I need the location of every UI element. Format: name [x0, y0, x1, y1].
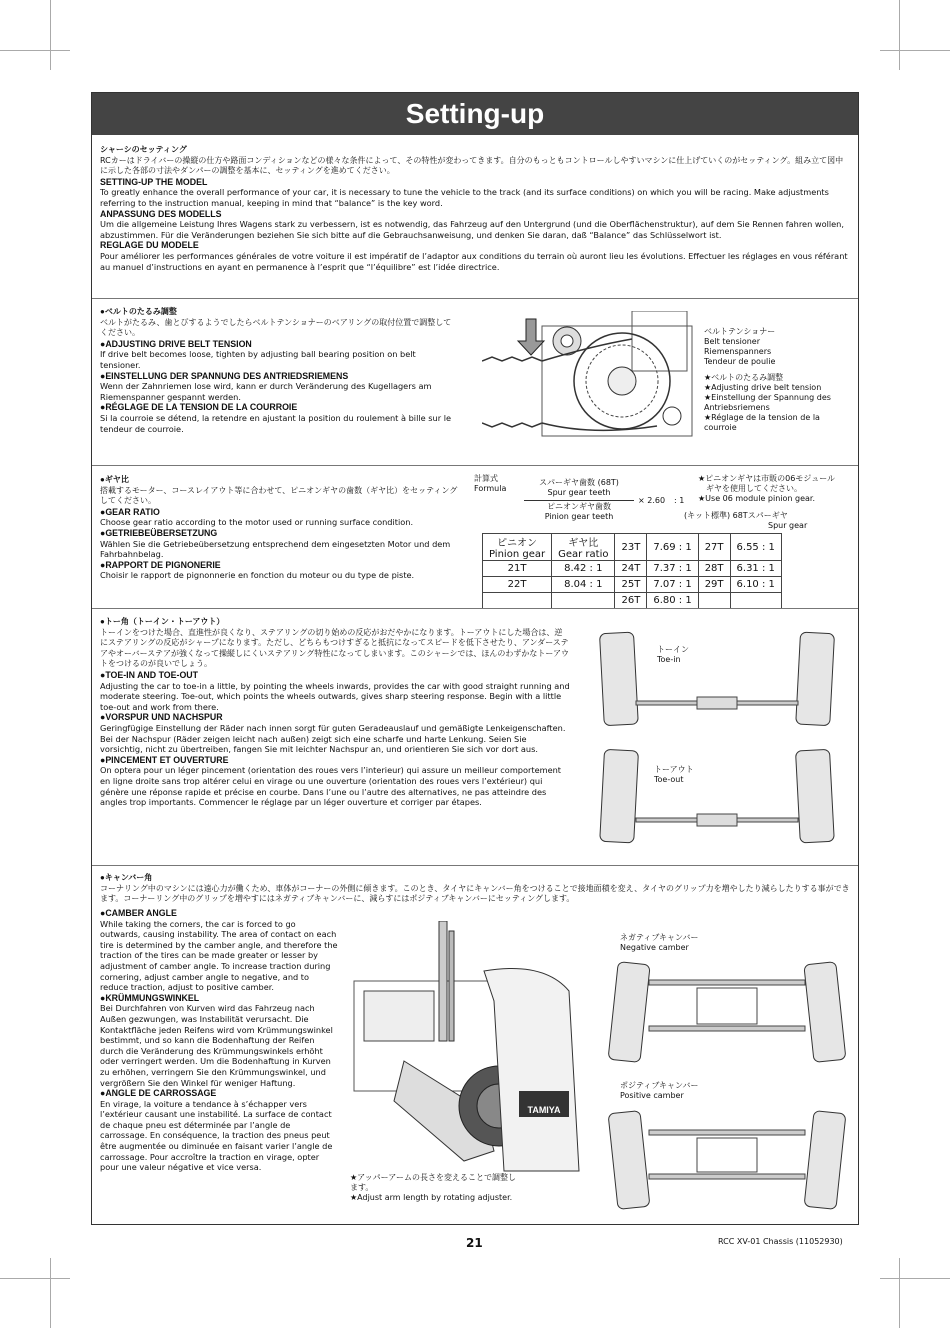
neg-en: Negative camber: [620, 943, 689, 952]
positive-camber-label: [620, 1081, 698, 1101]
camber-intro: [100, 873, 850, 905]
std-jp: (キット標準) 68Tスパーギヤ: [684, 511, 788, 520]
table-cell: [552, 593, 615, 609]
table-cell: 22T: [483, 577, 552, 593]
gear-jp-heading: ●ギヤ比: [100, 475, 129, 484]
toe-fr-heading: ●PINCEMENT ET OUVERTURE: [100, 754, 229, 765]
camber-jp-heading: ●キャンバー角: [100, 873, 153, 882]
page-frame: [91, 92, 859, 1225]
gear-en-text: Choose gear ratio according to the motor used or running surface condition.: [100, 517, 414, 528]
table-row: [483, 593, 782, 609]
camber-en-text: While taking the corners, the car is forced to go outwards, causing instability. The area of contact on each tire is determined by the camber angle, and therefore the traction of the tires can be made greater or lesser by adjustment of camber angle. To increase traction during cornering, adjust camber angle to negative, and to reduce traction, adjust to positive camber.: [100, 918, 338, 993]
table-cell: 7.69 : 1: [647, 534, 698, 561]
intro-de-text: Um die allgemeine Leistung Ihres Wagens stark zu verbessern, ist es notwendig, das Fahrzeug auf den Untergrund (und die Oberflächenstruktur), auf dem Sie Rennen fahren wollen, abzustimmen. Für die Veränderungen beziehen Sie sich bitte auf die Gebrauchsanweisung, und denken Sie daran, daß “Balance” das Schlüsselwort ist.: [100, 219, 844, 240]
toe-out-jp: トーアウト: [654, 765, 694, 774]
pos-jp: ポジティブキャンバー: [620, 1081, 699, 1090]
formula-en: Formula: [474, 484, 507, 493]
note-line: ★ベルトのたるみ調整: [704, 373, 784, 382]
note-line: ★ピニオンギヤは市販の06モジュール: [698, 474, 836, 483]
gear-de-heading: ●GETRIEBEÜBERSETZUNG: [100, 527, 218, 538]
table-row: [483, 577, 782, 593]
fraction-line: [524, 500, 634, 501]
gear-de-text: Wählen Sie die Getriebeübersetzung entsprechend dem eingesetzten Motor und dem Fahrbahnbelag.: [100, 538, 451, 560]
table-cell: [698, 593, 730, 609]
section-divider: [92, 865, 858, 866]
crop-mark: [50, 0, 51, 70]
pinion-en: Pinion gear teeth: [544, 512, 614, 521]
formula-label: [474, 474, 506, 494]
toe-jp-text: トーインをつけた場合、直進性が良くなり、ステアリングの切り始めの反応がおだやかになります。トーアウトにした場合は、逆にステアリングの反応がシャープになります。ただし、どちらもつけすぎると抵抗になってスピードを低下させたり、アンダーステアやオーバーステアが強くなって操縦しにくいステアリング特性になってしまいます。このシャーシでは、ほんのわずかなトーアウトをつけるのが良いでしょう。: [100, 627, 570, 669]
formula-numerator: [524, 478, 634, 498]
camber-de-text: Bei Durchfahren von Kurven wird das Fahrzeug nach Außen gezwungen, was Instabilität verursacht. Die Kontaktfläche jeden Reifens wird vom Krümmungswinkel bestimmt, und so kann die Bodenhaftung der Reifen durch die Veränderung des Krümmungswinkels erhöht oder verringert werden. Um die Bodenhaftung in Kurven zu erhöhen, verringern Sie den Krümmungswinkel, und vergrößern Sie den Winkel für weniger Haftung.: [100, 1003, 333, 1088]
tamiya-logo: TAMIYA: [527, 1105, 561, 1115]
belt-fr-heading: ●RÉGLAGE DE LA TENSION DE LA COURROIE: [100, 402, 298, 413]
header-ratio: ギヤ比 Gear ratio: [552, 534, 615, 561]
camber-adjuster-illustration: [344, 921, 584, 1176]
intro-section: [100, 145, 850, 272]
toe-in-label: [657, 645, 689, 665]
spur-en: Spur gear teeth: [547, 488, 611, 497]
gear-jp-text: 搭載するモーター、コースレイアウト等に合わせて、ピニオンギヤの歯数（ギヤ比）をセッティングしてください。: [100, 485, 458, 506]
toe-jp-heading: ●トー角（トーイン・トーアウト）: [100, 617, 225, 626]
table-cell: 7.07 : 1: [647, 577, 698, 593]
label-line: Riemenspanners: [704, 347, 772, 356]
gear-fr-text: Choisir le rapport de pignonnerie en fonction du moteur ou du type de piste.: [100, 570, 415, 581]
gear-note: [698, 474, 835, 504]
document-reference: RCC XV-01 Chassis (11052930): [718, 1237, 843, 1246]
crop-mark: [50, 1258, 51, 1328]
camber-de-heading: ●KRÜMMUNGSWINKEL: [100, 992, 200, 1003]
table-cell: 23T: [615, 534, 647, 561]
note-line: ★Einstellung der Spannung des: [704, 393, 831, 402]
belt-de-heading: ●EINSTELLUNG DER SPANNUNG DES ANTRIEDSRIEMENS: [100, 370, 349, 381]
note-line: ギヤを使用してください。: [706, 484, 802, 493]
toe-de-text: Geringfügige Einstellung der Räder nach innen sorgt für guten Geradeauslauf und gemäßigte Lenkeigenschaften. Bei der Nachspur (Räder zeigen leicht nach außen) zeigt sich eine scharfe und harte Lenkung. Seien Sie vorsichtig, nicht zu übertreiben, fangen Sie mit leichter Nachspur an, und orientieren Sie sich vor dort aus.: [100, 722, 566, 755]
table-cell: 8.04 : 1: [552, 577, 615, 593]
table-cell: 6.31 : 1: [730, 561, 781, 577]
belt-en-text: If drive belt becomes loose, tighten by adjusting ball bearing position on belt tensioner.: [100, 349, 416, 370]
section-divider: [92, 298, 858, 299]
table-cell: 26T: [615, 593, 647, 609]
arm-adjust-note: [350, 1173, 520, 1203]
camber-fr-heading: ●ANGLE DE CARROSSAGE: [100, 1088, 217, 1099]
arm-jp: ★アッパーアームの長さを変えることで調整します。: [350, 1173, 516, 1192]
formula-jp: 計算式: [474, 474, 498, 483]
table-cell: 7.37 : 1: [647, 561, 698, 577]
intro-fr-text: Pour améliorer les performances générales de votre voiture il est impératif de l’adaptor aux conditions du terrain où auront lieu les évolutions. Effectuer les réglages en vous référant au manuel d’instructions en ayant en permanence à l’esprit que “l’équilibre” est l’idée directrice.: [100, 250, 848, 272]
table-cell: [730, 593, 781, 609]
camber-section: [100, 908, 338, 1173]
intro-de-heading: ANPASSUNG DES MODELLS: [100, 208, 222, 219]
table-cell: 6.80 : 1: [647, 593, 698, 609]
toe-in-diagram: [597, 631, 837, 731]
crop-mark: [0, 1278, 70, 1279]
note-line: ★Use 06 module pinion gear.: [698, 494, 816, 503]
intro-jp-text: RCカーはドライバーの操縦の仕方や路面コンディションなどの様々な条件によって、その特性が変わってきます。自分のもっともコントロールしやすいマシンに仕上げていくのがセッティング。組み立て図中に示した各部の寸法やダンパーの調整を基本に、セッティングを進めてください。: [100, 155, 844, 176]
crop-mark: [880, 1278, 950, 1279]
negative-camber-diagram: [607, 958, 847, 1068]
gear-fr-heading: ●RAPPORT DE PIGNONERIE: [100, 559, 221, 570]
table-cell: 8.42 : 1: [552, 561, 615, 577]
crop-mark: [899, 1258, 900, 1328]
toe-en-text: Adjusting the car to toe-in a little, by pointing the wheels inwards, provides the car with good straight running and moderate steering. Toe-out, which points the wheels outwards, gives sharp steering response. Begin with a little toe-out and work from there.: [100, 680, 570, 712]
belt-jp-text: ベルトがたるみ、歯とびするようでしたらベルトテンショナーのベアリングの取付位置で調整してください。: [100, 317, 452, 338]
toe-de-heading: ●VORSPUR UND NACHSPUR: [100, 712, 223, 723]
table-cell: 27T: [698, 534, 730, 561]
formula-ratio: : 1: [674, 496, 685, 505]
label-line: Tendeur de poulie: [704, 357, 776, 366]
note-line: ★Adjusting drive belt tension: [704, 383, 822, 392]
table-cell: 6.10 : 1: [730, 577, 781, 593]
intro-en-heading: SETTING-UP THE MODEL: [100, 176, 208, 187]
crop-mark: [880, 50, 950, 51]
belt-tensioner-label: [704, 327, 775, 367]
gear-ratio-table: [482, 533, 782, 609]
belt-de-text: Wenn der Zahnriemen lose wird, kann er durch Veränderung des Kugellagers am Riemenspanner gespannt werden.: [100, 381, 432, 402]
table-row: [483, 561, 782, 577]
toe-out-en: Toe-out: [654, 775, 684, 784]
header-pinion: ピニオン Pinion gear: [483, 534, 552, 561]
table-cell: 29T: [698, 577, 730, 593]
intro-jp-heading: シャーシのセッティング: [100, 145, 187, 154]
label-line: Belt tensioner: [704, 337, 761, 346]
camber-fr-text: En virage, la voiture a tendance à s’échapper vers l’extérieur causant une instabilité. La surface de contact de chaque pneu est déterminée par l’angle de carrossage. En conséquence, la traction des pneus peut être augmentée ou diminuée en faisant varier l’angle de carrossage. Pour accroître la traction en virage, opter pour une valeur négative et vice versa.: [100, 1098, 333, 1173]
toe-out-diagram: [597, 748, 837, 848]
note-line: ★Réglage de la tension de la: [704, 413, 820, 422]
formula-multiplier: × 2.60: [638, 496, 666, 505]
camber-jp-text: コーナリング中のマシンには遠心力が働くため、車体がコーナーの外側に傾きます。このとき、タイヤにキャンバー角をつけることで接地面積を変え、タイヤのグリップ力を増やしたり減らしたりする事ができます。コーナーリング中のグリップを増やすにはネガティブキャンバーに、減らすにはポジティブキャンバーにセッティングします。: [100, 883, 850, 904]
page-title: Setting-up: [92, 93, 858, 135]
table-cell: [483, 593, 552, 609]
negative-camber-label: [620, 933, 698, 953]
label-line: ベルトテンショナー: [704, 327, 776, 336]
std-en: Spur gear: [768, 521, 808, 530]
belt-jp-heading: ●ベルトのたるみ調整: [100, 307, 177, 316]
table-cell: 28T: [698, 561, 730, 577]
section-divider: [92, 465, 858, 466]
section-divider: [92, 608, 858, 609]
table-row: [483, 534, 782, 561]
arm-en: ★Adjust arm length by rotating adjuster.: [350, 1193, 513, 1202]
toe-en-heading: ●TOE-IN AND TOE-OUT: [100, 669, 199, 680]
belt-fr-text: Si la courroie se détend, la retendre en ajustant la position du roulement à bille sur le tendeur de courroie.: [100, 412, 452, 434]
note-line: Antriebsriemens: [704, 403, 770, 412]
intro-fr-heading: REGLAGE DU MODELE: [100, 240, 199, 251]
positive-camber-diagram: [607, 1108, 847, 1213]
toe-out-label: [654, 765, 694, 785]
toe-fr-text: On optera pour un léger pincement (orientation des roues vers l’interieur) qui assure un meilleur comportement en ligne droite sans trop altérer celui en virage ou une ouverture (orientation des roues vers l’extérieur) qui génère une réponse rapide et précise en courbe. Dans l’une ou l’autre des alternatives, ne pas atteindre des angles trop importants. Commencer le réglage par un léger ouverture et corriger par étapes.: [100, 765, 562, 808]
camber-en-heading: ●CAMBER ANGLE: [100, 908, 177, 918]
formula-denominator: [524, 502, 634, 522]
gear-en-heading: ●GEAR RATIO: [100, 506, 160, 517]
pos-en: Positive camber: [620, 1091, 684, 1100]
belt-note: [704, 373, 831, 433]
toe-in-jp: トーイン: [657, 645, 689, 654]
spur-jp: スパーギヤ歯数 (68T): [539, 478, 619, 487]
gear-std-label: [684, 511, 807, 531]
belt-tensioner-illustration: [482, 311, 702, 456]
table-cell: 24T: [615, 561, 647, 577]
page-number: 21: [466, 1236, 483, 1250]
gear-section: [100, 475, 458, 581]
note-line: courroie: [704, 423, 737, 432]
pinion-jp: ピニオンギヤ歯数: [547, 502, 611, 511]
crop-mark: [899, 0, 900, 70]
toe-in-en: Toe-in: [657, 655, 681, 664]
toe-section: [100, 617, 570, 808]
crop-mark: [0, 50, 70, 51]
table-cell: 21T: [483, 561, 552, 577]
table-cell: 6.55 : 1: [730, 534, 781, 561]
table-cell: 25T: [615, 577, 647, 593]
belt-en-heading: ●ADJUSTING DRIVE BELT TENSION: [100, 338, 252, 349]
neg-jp: ネガティブキャンバー: [620, 933, 699, 942]
intro-en-text: To greatly enhance the overall performance of your car, it is necessary to tune the vehicle to the track (and its surface conditions) on which you will be racing. Make adjustments referring to the instruction manual, keeping in mind that “balance” is the key word.: [100, 187, 829, 208]
belt-section: [100, 307, 458, 434]
